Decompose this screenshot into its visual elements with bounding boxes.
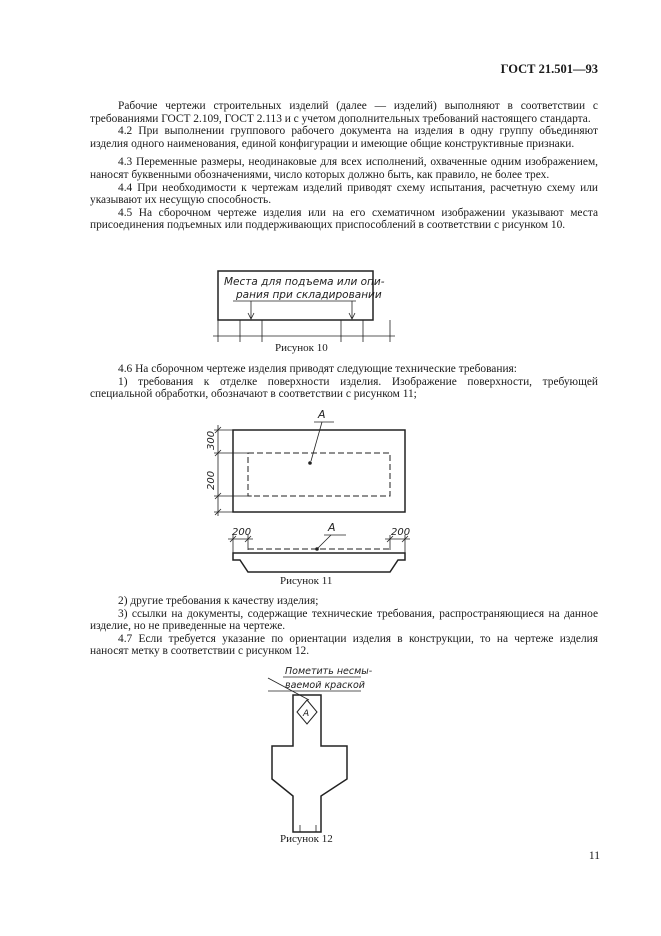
fig10-label-line1: Места для подъема или опи-	[224, 276, 385, 288]
fig11-dim-200-left: 200	[232, 527, 252, 538]
paragraph: 4.5 На сборочном чертеже изделия или на его схематичном изображении указывают места присоединения подъемных или поддерживающих приспособлений в соответствии с рисунком 10.	[90, 206, 598, 232]
fig10-label-line2: рания при складировании	[236, 289, 382, 301]
fig11-dim-200-right: 200	[391, 527, 411, 538]
fig11-dim-300: 300	[206, 430, 217, 450]
paragraph: 4.2 При выполнении группового рабочего документа на изделия в одну группу объединяют изделия одного наименования, единой конфигурации и имеющие общие конструктивные признаки.	[90, 125, 598, 150]
fig11-section-outline	[233, 553, 405, 572]
fig11-dim-200-vertical: 200	[206, 470, 217, 490]
fig12-element-outline	[272, 695, 347, 832]
figure-12-caption: Рисунок 12	[280, 833, 333, 845]
paragraph: 4.6 На сборочном чертеже изделия приводят следующие технические требования:	[118, 363, 517, 375]
figure-10-caption: Рисунок 10	[275, 342, 328, 354]
paragraph: Рабочие чертежи строительных изделий (далее — изделий) выполняют в соответствии с требованиями ГОСТ 2.109, ГОСТ 2.113 и с учетом дополнительных требований настоящего стандарта.	[90, 100, 598, 125]
fig11-plan-leader	[311, 422, 322, 461]
fig12-label-line1: Пометить несмы-	[285, 666, 373, 677]
page-number: 11	[588, 850, 600, 862]
paragraph: 4.3 Переменные размеры, неодинаковые для всех исполнений, охваченные одним изображением, наносят буквенными обозначениями, число которых должно быть, как правило, не более трех.	[90, 156, 598, 181]
document-code-header: ГОСТ 21.501—93	[500, 62, 598, 76]
paragraph: 4.4 При необходимости к чертежам изделий приводят схему испытания, расчетную схему или указывают их несущую способность.	[90, 181, 598, 207]
figure-11-section	[228, 521, 410, 572]
figure-11-plan	[206, 408, 405, 516]
fig12-label-line2: ваемой краской	[285, 680, 365, 691]
paragraph: 3) ссылки на документы, содержащие технические требования, распространяющиеся на данное изделие, но не приведенные на чертеже.	[90, 607, 598, 633]
paragraph: 2) другие требования к качеству изделия;	[118, 595, 319, 607]
fig11-section-leader-dot	[315, 547, 319, 551]
fig11-section-letter: A	[328, 521, 336, 534]
figure-12	[268, 666, 373, 832]
figure-11-caption: Рисунок 11	[280, 575, 333, 587]
fig11-plan-leader-dot	[308, 461, 312, 465]
fig11-treated-surface-outline	[248, 453, 390, 496]
fig11-plan-outline	[233, 430, 405, 512]
paragraph: 4.7 Если требуется указание по ориентации изделия в конструкции, то на чертеже изделия наносят метку в соответствии с рисунком 12.	[90, 632, 598, 658]
fig11-plan-letter: A	[318, 408, 326, 421]
paragraph: 1) требования к отделке поверхности изделия. Изображение поверхности, требующей специальной обработки, обозначают в соответствии с рисунком 11;	[90, 375, 598, 401]
fig11-section-leader	[318, 535, 331, 548]
fig12-mark-letter: A	[303, 709, 310, 719]
figure-10	[213, 271, 395, 342]
